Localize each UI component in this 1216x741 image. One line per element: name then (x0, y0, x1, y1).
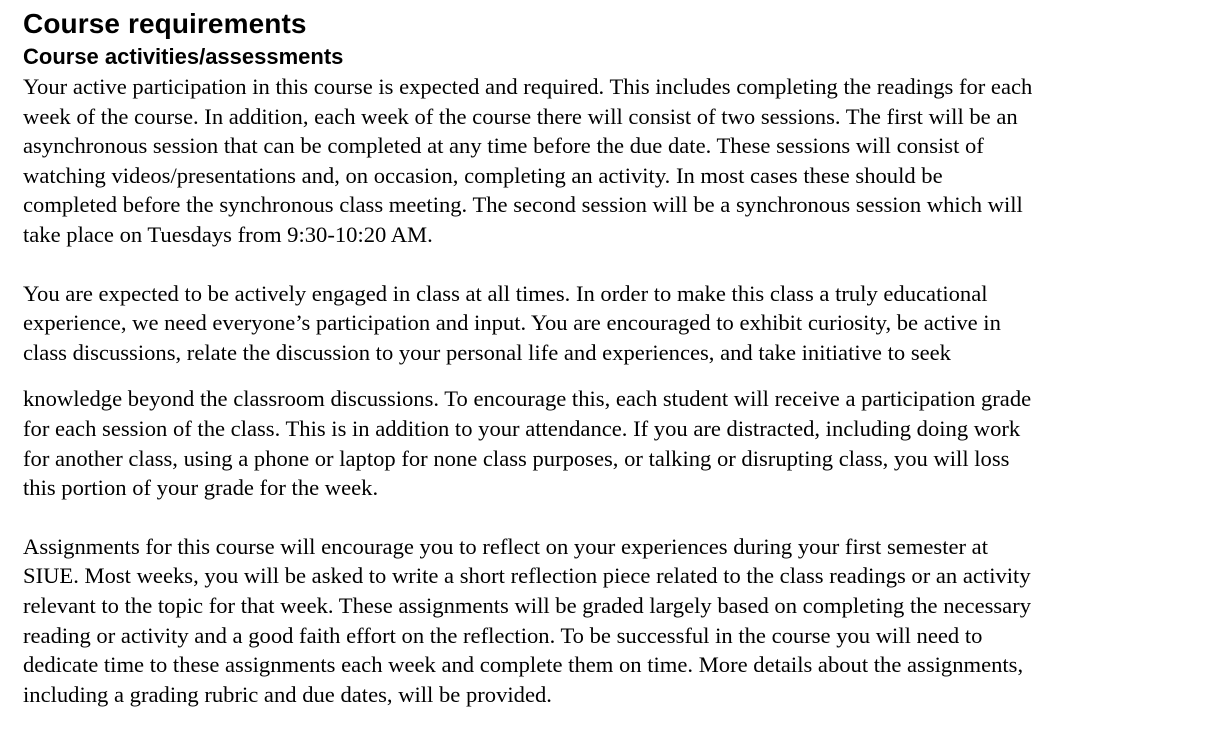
text-line: watching videos/presentations and, on occasion, completing an activity. In most cases these should be (23, 162, 943, 188)
section-subtitle: Course activities/assessments (23, 44, 344, 69)
text-line: You are expected to be actively engaged in class at all times. In order to make this class a truly educational (23, 280, 988, 306)
page-title: Course requirements (23, 8, 307, 39)
text-line: dedicate time to these assignments each week and complete them on time. More details about the assignments, (23, 652, 1024, 678)
text-line: SIUE. Most weeks, you will be asked to write a short reflection piece related to the class readings or an activity (23, 563, 1031, 589)
text-line: this portion of your grade for the week. (23, 475, 379, 501)
paragraph-spacer (23, 503, 1203, 532)
text-line: week of the course. In addition, each week of the course there will consist of two sessions. The first will be an (23, 103, 1018, 129)
text-line: including a grading rubric and due dates, will be provided. (23, 681, 552, 707)
text-line: relevant to the topic for that week. These assignments will be graded largely based on completing the necessary (23, 592, 1032, 618)
text-line: class discussions, relate the discussion to your personal life and experiences, and take initiative to seek (23, 339, 951, 365)
text-line: knowledge beyond the classroom discussions. To encourage this, each student will receive a participation grade (23, 386, 1032, 412)
paragraph-spacer (23, 250, 1203, 279)
document-page (23, 6, 1203, 709)
text-line: Your active participation in this course is expected and required. This includes completing the readings for each (23, 74, 1033, 99)
text-line: experience, we need everyone’s participation and input. You are encouraged to exhibit curiosity, be active in (23, 310, 1001, 336)
paragraph-participation-grade (23, 384, 1203, 502)
paragraph-engagement (23, 279, 1203, 368)
text-line: for each session of the class. This is in addition to your attendance. If you are distracted, including doing work (23, 415, 1021, 441)
page-break-spacer (23, 367, 1203, 384)
text-line: asynchronous session that can be completed at any time before the due date. These sessions will consist of (23, 133, 984, 159)
text-line: take place on Tuesdays from 9:30-10:20 AM. (23, 221, 433, 247)
paragraph-assignments (23, 532, 1203, 710)
text-line: completed before the synchronous class meeting. The second session will be a synchronous session which will (23, 192, 1023, 218)
text-line: Assignments for this course will encourage you to reflect on your experiences during your first semester at (23, 533, 988, 559)
text-line: reading or activity and a good faith effort on the reflection. To be successful in the course you will need to (23, 622, 983, 648)
text-line: for another class, using a phone or laptop for none class purposes, or talking or disrupting class, you will loss (23, 445, 1010, 471)
paragraph-participation (23, 72, 1203, 250)
